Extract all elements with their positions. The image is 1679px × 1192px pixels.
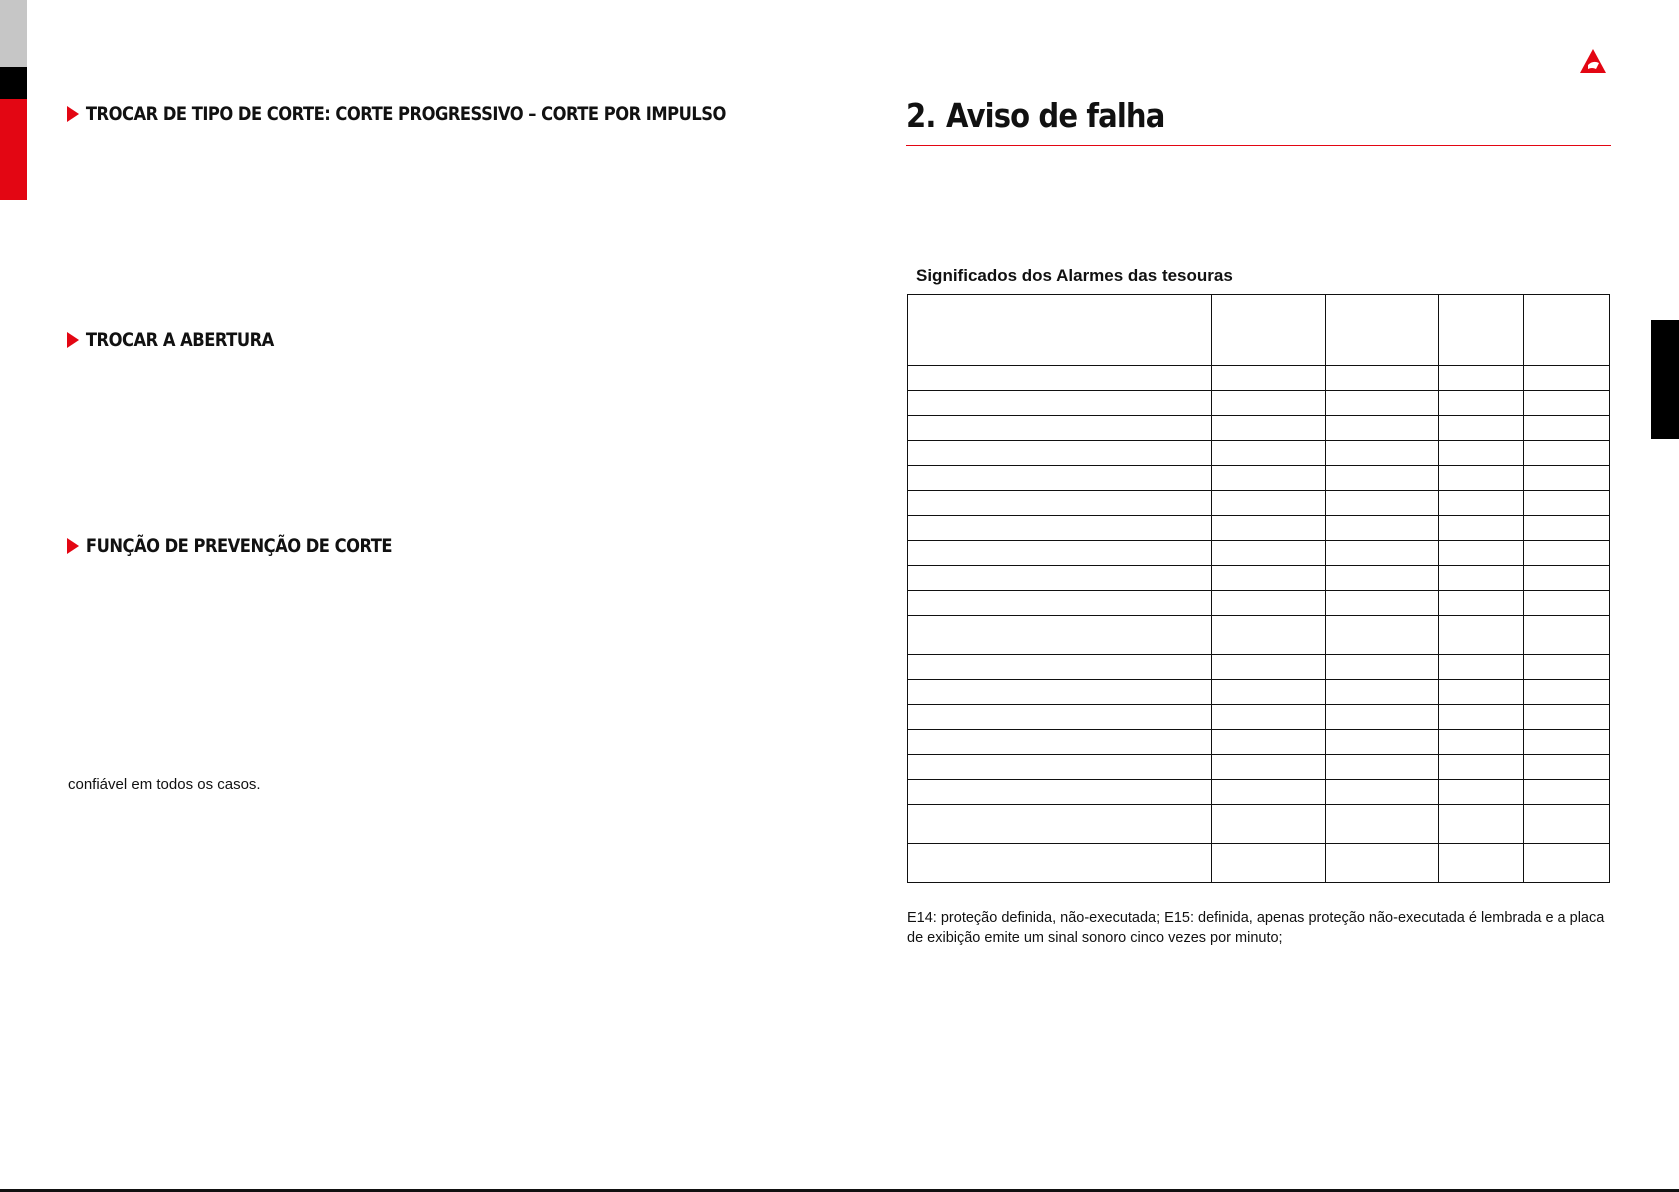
- table-row: [908, 591, 1610, 616]
- table-cell: [1326, 516, 1439, 541]
- table-cell: [1439, 730, 1524, 755]
- table-cell: [1326, 366, 1439, 391]
- table-cell: [1212, 541, 1326, 566]
- table-cell: [908, 805, 1212, 844]
- table-row: [908, 366, 1610, 391]
- table-cell: [908, 591, 1212, 616]
- table-row: [908, 466, 1610, 491]
- table-cell: [908, 491, 1212, 516]
- table-cell: [1212, 566, 1326, 591]
- table-cell: [1524, 541, 1610, 566]
- alarm-table: [907, 294, 1610, 883]
- table-cell: [1439, 780, 1524, 805]
- table-cell: [1524, 616, 1610, 655]
- table-cell: [908, 655, 1212, 680]
- table-cell: [1524, 516, 1610, 541]
- table-cell: [1524, 805, 1610, 844]
- table-cell: [1326, 391, 1439, 416]
- table-cell: [1326, 730, 1439, 755]
- table-cell: [1212, 844, 1326, 883]
- table-cell: [1524, 591, 1610, 616]
- table-cell: [1326, 466, 1439, 491]
- table-cell: [1212, 805, 1326, 844]
- table-row: [908, 391, 1610, 416]
- table-row: [908, 541, 1610, 566]
- chapter-title-text: Aviso de falha: [946, 96, 1165, 135]
- table-cell: [1524, 844, 1610, 883]
- table-cell: [1326, 780, 1439, 805]
- table-cell: [1326, 680, 1439, 705]
- table-cell: [1524, 391, 1610, 416]
- table-row: [908, 780, 1610, 805]
- table-header-cell: [1439, 295, 1524, 366]
- table-cell: [1212, 730, 1326, 755]
- table-header-cell: [1326, 295, 1439, 366]
- table-cell: [1439, 705, 1524, 730]
- triangle-right-icon: [67, 332, 79, 348]
- table-cell: [1439, 391, 1524, 416]
- table-cell: [1326, 755, 1439, 780]
- table-cell: [1212, 491, 1326, 516]
- table-row: [908, 416, 1610, 441]
- table-cell: [908, 755, 1212, 780]
- table-cell: [1439, 680, 1524, 705]
- table-caption: Significados dos Alarmes das tesouras: [916, 266, 1233, 285]
- table-cell: [1524, 441, 1610, 466]
- table-cell: [1212, 366, 1326, 391]
- table-row: [908, 805, 1610, 844]
- table-cell: [1439, 616, 1524, 655]
- table-header-cell: [908, 295, 1212, 366]
- table-cell: [1212, 441, 1326, 466]
- table-cell: [908, 441, 1212, 466]
- table-cell: [908, 541, 1212, 566]
- triangle-right-icon: [67, 106, 79, 122]
- table-header-row: [908, 295, 1610, 366]
- table-cell: [1524, 730, 1610, 755]
- section-heading-cut-prevention: [67, 535, 392, 557]
- chapter-title: [906, 96, 1164, 135]
- table-cell: [1439, 491, 1524, 516]
- table-cell: [1439, 366, 1524, 391]
- table-cell: [1524, 466, 1610, 491]
- page-edge-tab-gray: [0, 0, 27, 67]
- table-row: [908, 705, 1610, 730]
- brand-triangle-logo-icon: [1579, 48, 1607, 74]
- table-cell: [1326, 566, 1439, 591]
- table-cell: [908, 566, 1212, 591]
- table-cell: [1326, 416, 1439, 441]
- table-cell: [1524, 680, 1610, 705]
- table-cell: [1326, 541, 1439, 566]
- table-cell: [1439, 441, 1524, 466]
- table-cell: [1326, 491, 1439, 516]
- table-cell: [1326, 805, 1439, 844]
- section-heading-text: TROCAR A ABERTURA: [85, 329, 274, 351]
- table-cell: [1439, 416, 1524, 441]
- section-heading-text: TROCAR DE TIPO DE CORTE: CORTE PROGRESSIVO – CORTE POR IMPULSO: [85, 103, 726, 125]
- table-cell: [1439, 844, 1524, 883]
- table-row: [908, 730, 1610, 755]
- table-cell: [1524, 416, 1610, 441]
- table-cell: [1524, 366, 1610, 391]
- table-cell: [1524, 755, 1610, 780]
- table-cell: [908, 366, 1212, 391]
- table-cell: [1326, 616, 1439, 655]
- table-cell: [1439, 516, 1524, 541]
- table-row: [908, 441, 1610, 466]
- table-cell: [908, 391, 1212, 416]
- table-row: [908, 655, 1610, 680]
- table-cell: [1439, 755, 1524, 780]
- table-cell: [1326, 655, 1439, 680]
- table-cell: [1439, 591, 1524, 616]
- table-cell: [1326, 441, 1439, 466]
- table-cell: [1439, 805, 1524, 844]
- section-heading-opening: [67, 329, 274, 351]
- table-cell: [1212, 591, 1326, 616]
- table-cell: [1212, 516, 1326, 541]
- table-cell: [908, 780, 1212, 805]
- table-header-cell: [1524, 295, 1610, 366]
- section-heading-text: FUNÇÃO DE PREVENÇÃO DE CORTE: [85, 535, 393, 557]
- table-cell: [908, 616, 1212, 655]
- title-rule: [906, 145, 1611, 146]
- table-cell: [1326, 705, 1439, 730]
- table-cell: [908, 680, 1212, 705]
- page-edge-tab-red: [0, 99, 27, 200]
- table-cell: [1439, 655, 1524, 680]
- table-cell: [1212, 680, 1326, 705]
- table-cell: [1439, 566, 1524, 591]
- table-cell: [908, 844, 1212, 883]
- table-cell: [1212, 755, 1326, 780]
- table-cell: [1212, 391, 1326, 416]
- table-cell: [1212, 416, 1326, 441]
- chapter-edge-tab: [1651, 320, 1679, 439]
- section-heading-cut-type: [67, 103, 726, 125]
- table-cell: [1212, 466, 1326, 491]
- table-cell: [908, 516, 1212, 541]
- table-cell: [1212, 616, 1326, 655]
- table-cell: [1524, 491, 1610, 516]
- table-cell: [908, 705, 1212, 730]
- triangle-right-icon: [67, 538, 79, 554]
- table-row: [908, 844, 1610, 883]
- table-cell: [1524, 566, 1610, 591]
- table-cell: [1524, 655, 1610, 680]
- table-cell: [1524, 780, 1610, 805]
- table-row: [908, 491, 1610, 516]
- page-edge-tab-black: [0, 67, 27, 99]
- table-cell: [1439, 466, 1524, 491]
- table-row: [908, 755, 1610, 780]
- table-cell: [908, 730, 1212, 755]
- table-cell: [908, 416, 1212, 441]
- table-row: [908, 616, 1610, 655]
- table-row: [908, 566, 1610, 591]
- table-row: [908, 680, 1610, 705]
- body-text: confiável em todos os casos.: [68, 776, 261, 793]
- table-cell: [1212, 780, 1326, 805]
- table-cell: [1524, 705, 1610, 730]
- table-cell: [1212, 705, 1326, 730]
- table-cell: [1326, 591, 1439, 616]
- table-row: [908, 516, 1610, 541]
- table-cell: [1212, 655, 1326, 680]
- table-header-cell: [1212, 295, 1326, 366]
- footnote: E14: proteção definida, não-executada; E15: definida, apenas proteção não-executada é lembrada e a placa de exibição emite um sinal sonoro cinco vezes por minuto;: [907, 910, 1605, 946]
- chapter-number: 2.: [906, 96, 936, 135]
- table-cell: [908, 466, 1212, 491]
- table-cell: [1439, 541, 1524, 566]
- table-cell: [1326, 844, 1439, 883]
